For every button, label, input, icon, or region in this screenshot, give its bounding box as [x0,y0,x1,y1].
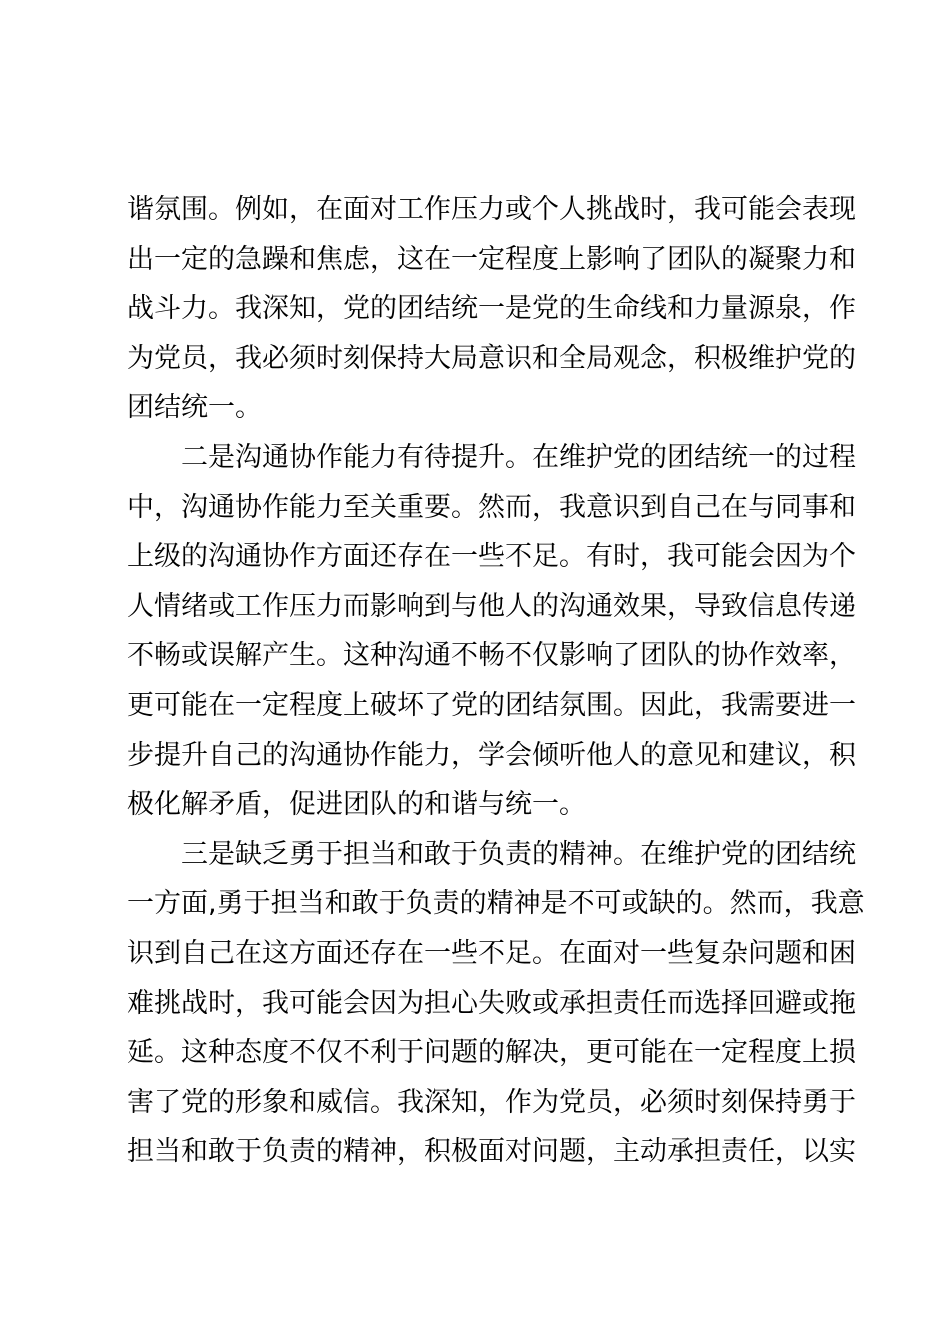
text-line: 识到自己在这方面还存在一些不足。在面对一些复杂问题和困 [127,937,856,969]
text-line: 谐氛围。例如，在面对工作压力或个人挑战时，我可能会表现 [127,194,856,225]
text-line: 出一定的急躁和焦虑，这在一定程度上影响了团队的凝聚力和 [127,243,856,275]
text-line: 害了党的形象和威信。我深知，作为党员，必须时刻保持勇于 [127,1086,856,1118]
text-line: 更可能在一定程度上破坏了党的团结氛围。因此，我需要进一 [127,689,856,721]
body-text [127,185,865,1177]
text-line: 极化解矛盾，促进团队的和谐与统一。 [127,789,586,821]
text-line: 步提升自己的沟通协作能力，学会倾听他人的意见和建议，积 [127,739,856,771]
text-line: 一方面,勇于担当和敢于负责的精神是不可或缺的。然而，我意 [127,888,865,920]
text-line: 上级的沟通协作方面还存在一些不足。有时，我可能会因为个 [127,541,856,573]
text-line: 难挑战时，我可能会因为担心失败或承担责任而选择回避或拖 [127,987,856,1019]
paragraph-first-line: 二是沟通协作能力有待提升。在维护党的团结统一的过程 [181,441,856,473]
text-line: 为党员，我必须时刻保持大局意识和全局观念，积极维护党的 [127,342,856,374]
text-line: 战斗力。我深知，党的团结统一是党的生命线和力量源泉，作 [127,293,856,325]
text-line: 延。这种态度不仅不利于问题的解决，更可能在一定程度上损 [127,1037,856,1069]
paragraph-first-line: 三是缺乏勇于担当和敢于负责的精神。在维护党的团结统 [181,838,856,870]
text-line: 担当和敢于负责的精神，积极面对问题，主动承担责任，以实 [127,1136,856,1168]
text-line: 人情绪或工作压力而影响到与他人的沟通效果，导致信息传递 [127,590,856,622]
text-line: 团结统一。 [127,392,262,424]
text-line: 不畅或误解产生。这种沟通不畅不仅影响了团队的协作效率， [127,640,856,672]
text-line: 中，沟通协作能力至关重要。然而，我意识到自己在与同事和 [127,491,856,523]
